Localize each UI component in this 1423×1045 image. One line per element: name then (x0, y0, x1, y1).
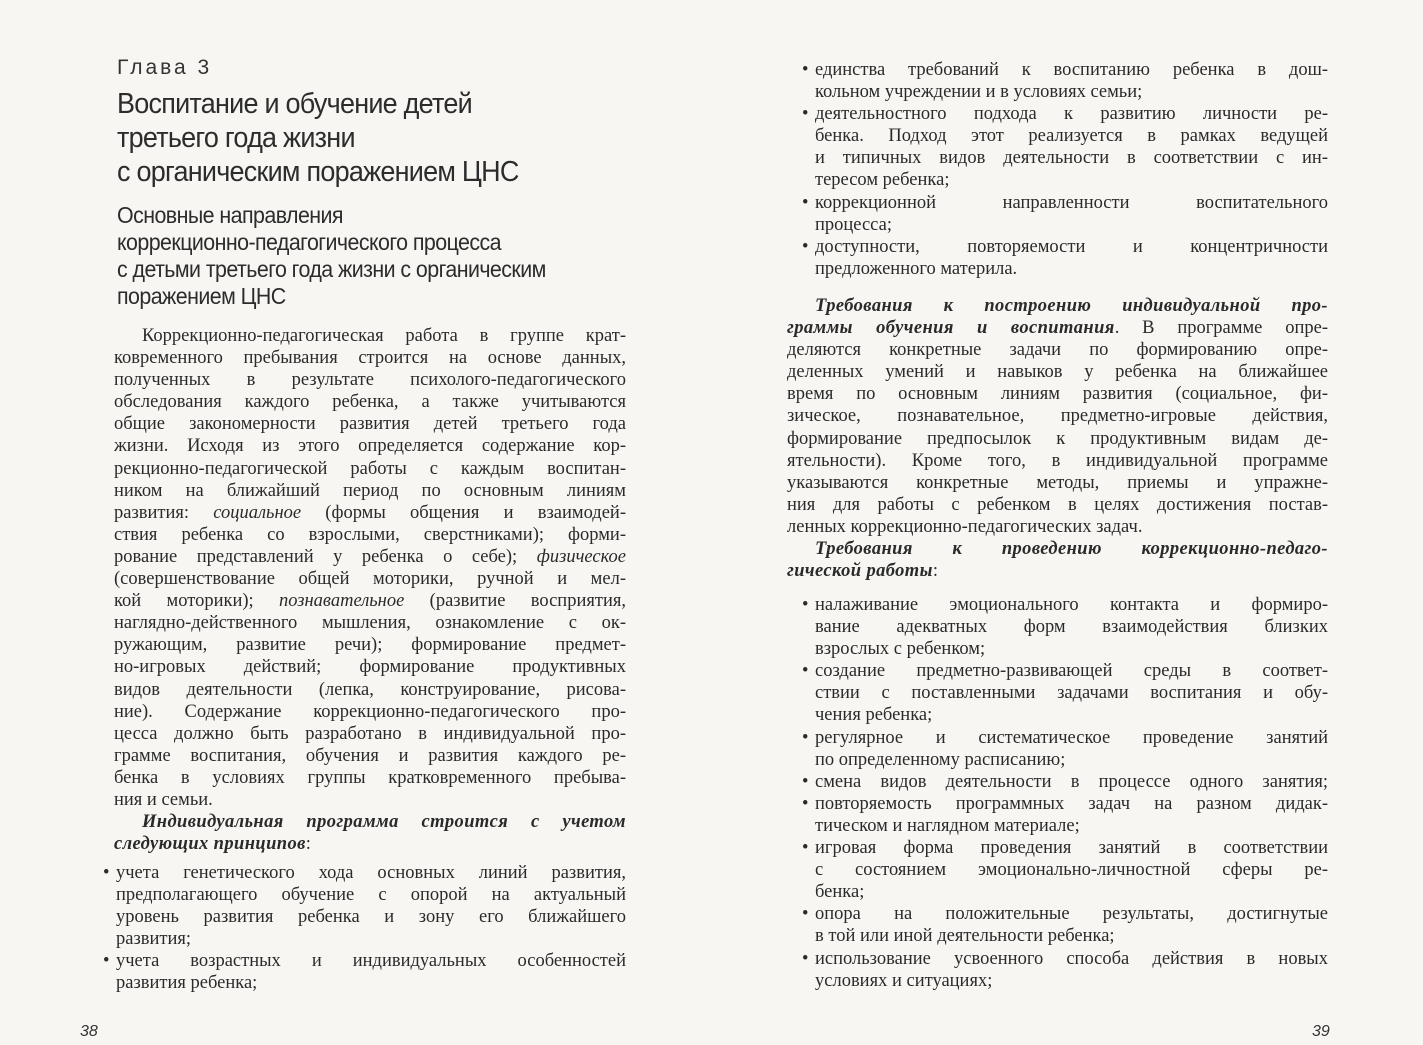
list-item (800, 727, 1328, 749)
list-item-line: ствии с поставленными задачами воспитания и обу- (815, 683, 1328, 704)
left-page (0, 0, 711, 1045)
text-line (114, 502, 626, 524)
text-line: ятельности). Кроме того, в индивидуальной программе (787, 450, 1328, 471)
list-item-text: деятельностного подхода к развитию личности ре- (815, 104, 1328, 125)
list-item-line: по определенному расписанию; (815, 749, 1066, 770)
list-item-line: кольном учреждении и в условиях семьи; (815, 82, 1143, 103)
list-item (800, 793, 1328, 815)
list-item-line: вание адекватных форм взаимодействия близких (815, 617, 1328, 638)
list-item-line: чения ребенка; (815, 705, 933, 726)
text-run: : (932, 561, 938, 582)
bullet-icon: • (802, 595, 809, 615)
text-line: ние). Содержание коррекционно-педагогического про- (114, 701, 626, 722)
list-item-text: создание предметно-развивающей среды в соответ- (815, 661, 1328, 682)
bullet-icon: • (103, 863, 110, 883)
text-run: развития: (114, 502, 214, 523)
conducting-heading: Требования к проведению коррекционно-педаго- (815, 539, 1328, 560)
text-line: рекционно-педагогической работы с каждым воспитан- (114, 458, 626, 479)
body-paragraph (114, 325, 626, 855)
italic-heading-run: граммы обучения и воспитания (787, 318, 1115, 339)
chapter-title (117, 87, 638, 189)
principles-heading: Индивидуальная программа строится с учетом (142, 812, 626, 833)
list-item (800, 103, 1328, 125)
text-line: бенка в условиях группы кратковременного пребыва- (114, 767, 626, 788)
list-item-line: процесса; (815, 214, 892, 235)
italic-term: физическое (536, 546, 626, 567)
bullet-icon: • (802, 104, 809, 125)
bullet-icon: • (802, 661, 809, 682)
bullet-icon: • (802, 904, 809, 925)
text-line: наглядно-действенного мышления, ознакомление с ок- (114, 613, 626, 634)
bullet-icon: • (802, 727, 809, 748)
text-line: (совершенствование общей моторики, ручной и мел- (114, 569, 626, 590)
bullet-icon: • (802, 948, 809, 969)
text-run: (формы общения и взаимодей- (301, 502, 626, 523)
list-item-line: взрослых с ребенком; (815, 639, 986, 660)
text-line: ковременного пребывания строится на основе данных, (114, 348, 626, 369)
text-run: кой моторики); (114, 591, 280, 612)
list-item (101, 950, 626, 972)
list-item (800, 948, 1328, 970)
list-item-line: и типичных видов деятельности в соответствии с ин- (815, 148, 1328, 169)
text-line: Коррекционно-педагогическая работа в группе крат- (142, 326, 626, 346)
text-line: общие закономерности развития детей третьего года (114, 414, 626, 435)
chapter-title-line: третьего года жизни (117, 122, 355, 154)
requirements-list (800, 594, 1328, 992)
bullet-icon: • (802, 793, 809, 814)
list-item-text: смена видов деятельности в процессе одного занятия; (815, 771, 1328, 792)
list-item-line: в той или иной деятельности ребенка; (815, 926, 1115, 947)
text-run: (развитие восприятия, (404, 591, 626, 612)
list-item (800, 903, 1328, 925)
text-line: обследования каждого ребенка, а также учитываются (114, 392, 626, 413)
list-item (800, 660, 1328, 682)
bullet-icon: • (802, 192, 809, 213)
principles-list (101, 862, 626, 995)
conducting-heading (787, 560, 1328, 582)
principles-heading-run: следующих принципов (114, 834, 306, 855)
list-item-line: с состоянием эмоционально-личностной сферы ре- (815, 860, 1328, 881)
list-item-text: использование усвоенного способа действия в новых (815, 948, 1328, 969)
principles-list-continued (800, 59, 1328, 280)
chapter-label: Глава 3 (117, 56, 213, 79)
text-line: ния для работы с ребенком в целях достижения постав- (787, 494, 1328, 515)
text-run: : (305, 834, 311, 855)
text-line: Требования к построению индивидуальной про- (815, 296, 1328, 316)
bullet-icon: • (802, 838, 809, 859)
text-line: формирование предпосылок к продуктивным видам де- (787, 428, 1328, 449)
list-item-line: развития; (116, 929, 192, 950)
text-line: видов деятельности (лепка, конструирование, рисова- (114, 679, 626, 700)
chapter-title-line: Воспитание и обучение детей (117, 88, 472, 120)
list-item-line: тическом и наглядном материале; (815, 815, 1080, 836)
text-line: полученных в результате психолого-педагогического (114, 370, 626, 391)
list-item-line: предложенного материла. (815, 258, 1018, 279)
bullet-icon: • (802, 60, 809, 80)
text-line: грамме воспитания, обучения и развития каждого ре- (114, 745, 626, 766)
page-number: 38 (80, 1023, 98, 1040)
list-item (800, 192, 1328, 214)
list-item-line: уровень развития ребенка и зону его ближайшего (116, 907, 626, 928)
list-item (101, 862, 626, 884)
list-item-line: предполагающего обучение с опорой на актуальный (116, 885, 626, 906)
text-line: но-игровых действий; формирование продуктивных (114, 657, 626, 678)
section-title-line: коррекционно-педагогического процесса (117, 229, 501, 255)
list-item-text: единства требований к воспитанию ребенка в дош- (815, 60, 1328, 80)
list-item-text: коррекционной направленности воспитательного (815, 192, 1328, 213)
list-item-text: налаживание эмоционального контакта и формиро- (815, 595, 1328, 615)
list-item (800, 771, 1328, 793)
list-item-text: доступности, повторяемости и концентричности (815, 236, 1328, 257)
text-line: цесса должно быть разработано в индивидуальной про- (114, 723, 626, 744)
italic-term: социальное (213, 502, 302, 523)
section-title (117, 202, 638, 310)
principles-heading (114, 833, 626, 855)
text-line: ния и семьи. (114, 789, 213, 810)
chapter-title-line: с органическим поражением ЦНС (117, 156, 519, 188)
list-item-text: учета возрастных и индивидуальных особенностей (116, 951, 626, 972)
text-line: ленных коррекционно-педагогических задач. (787, 516, 1143, 537)
text-line: время по основным линиям развития (социальное, фи- (787, 384, 1328, 405)
page-number: 39 (1312, 1023, 1330, 1040)
list-item-text: регулярное и систематическое проведение занятий (815, 727, 1328, 748)
text-line: деленных умений и навыков у ребенка на ближайшее (787, 362, 1328, 383)
text-line (114, 546, 626, 568)
list-item-line: условиях и ситуациях; (815, 970, 993, 991)
text-run: рование представлений у ребенка о себе); (114, 546, 537, 567)
individual-program-paragraph (787, 295, 1328, 582)
text-line (114, 590, 626, 612)
section-title-line: Основные направления (117, 202, 343, 228)
italic-term: познавательное (279, 591, 405, 612)
list-item-line: бенка. Подход этот реализуется в рамках ведущей (815, 126, 1328, 147)
text-line: ружающим, развитие речи); формирование предмет- (114, 635, 626, 656)
bullet-icon: • (802, 771, 809, 792)
text-line: указываются конкретные методы, приемы и упражне- (787, 472, 1328, 493)
bullet-icon: • (103, 951, 110, 972)
list-item-text: учета генетического хода основных линий развития, (116, 863, 626, 883)
text-line: зическое, познавательное, предметно-игровые действия, (787, 406, 1328, 427)
bullet-icon: • (802, 236, 809, 257)
text-line (787, 317, 1328, 339)
text-line: деляются конкретные задачи по формированию опре- (787, 340, 1328, 361)
text-run: . В программе опре- (1114, 318, 1328, 339)
text-line: ствия ребенка со взрослыми, сверстниками); форми- (114, 524, 626, 545)
list-item (800, 594, 1328, 616)
list-item-text: опора на положительные результаты, достигнутые (815, 904, 1328, 925)
list-item-line: бенка; (815, 882, 865, 903)
conducting-heading-run: гической работы (787, 561, 933, 582)
list-item-line: развития ребенка; (116, 973, 258, 994)
list-item (800, 59, 1328, 81)
section-title-line: с детьми третьего года жизни с органическим (117, 256, 546, 282)
list-item (800, 236, 1328, 258)
list-item-line: тересом ребенка; (815, 170, 950, 191)
text-line: ником на ближайший период по основным линиям (114, 480, 626, 501)
right-page (712, 0, 1423, 1045)
section-title-line: поражением ЦНС (117, 283, 286, 309)
text-line: жизни. Исходя из этого определяется содержание кор- (114, 436, 626, 457)
list-item-text: игровая форма проведения занятий в соответствии (815, 838, 1328, 859)
list-item-text: повторяемость программных задач на разном дидак- (815, 793, 1328, 814)
list-item (800, 837, 1328, 859)
